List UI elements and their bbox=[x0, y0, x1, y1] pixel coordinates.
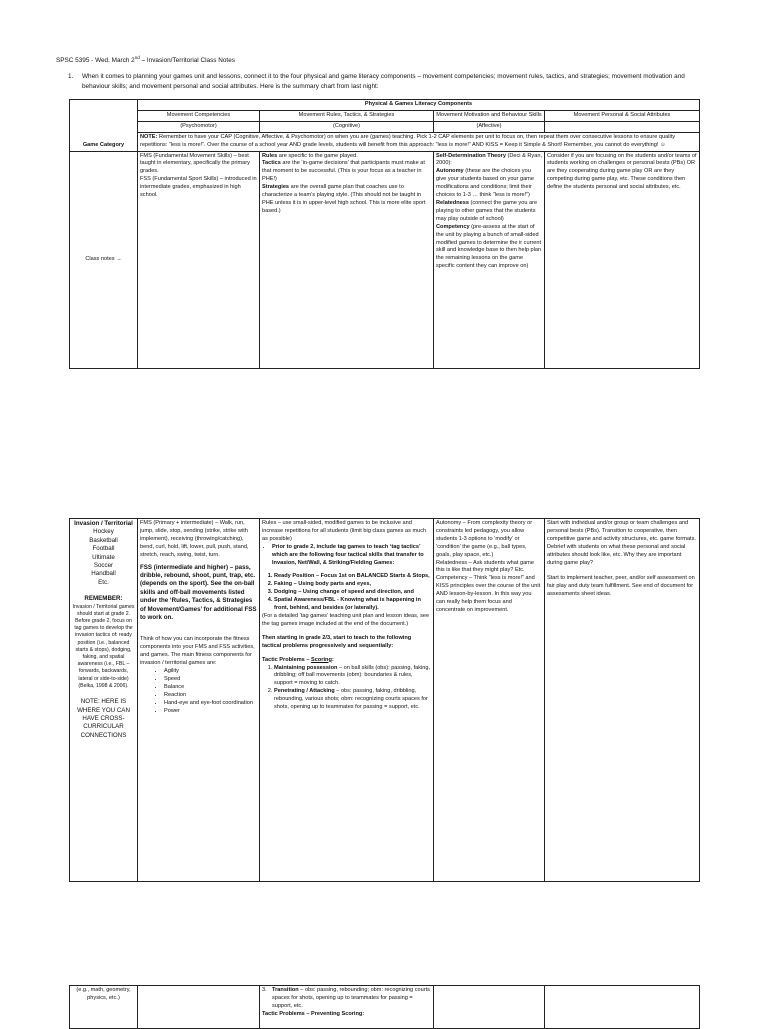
personal-notes: Consider if you are focusing on the students and/or teams of students working on challenges or personal bests (PBs) OR are they cooperating during game play OR are they competing during game play, etc. These conditions then define the students personal and social attributes, etc. bbox=[545, 151, 700, 368]
sub-empty bbox=[545, 121, 700, 132]
cap-note: NOTE: Remember to have your CAP (Cognitive, Affective, & Psychomotor) on when you are (games) teaching. Pick 1-2 CAP elements per unit to focus on, then repeat them over consecutive lessons to ensure quality repetitions: “less is more!”. Over the course of a school year AND grade levels, students will benefit from this approach: “less is more!” AND KISS = Keep it Simple & Short! Remember, you cannot do everything! ☺ bbox=[138, 132, 700, 151]
invasion-row bbox=[70, 519, 700, 882]
col-competencies: Movement Competencies bbox=[138, 110, 260, 121]
cross-curricular-examples: (e.g., math, geometry, physics, etc.) bbox=[70, 986, 138, 1029]
summary-table bbox=[69, 99, 700, 369]
sub-psychomotor: (Psychomotor) bbox=[138, 121, 260, 132]
invasion-competencies: FMS (Primary + intermediate) – Walk, run, jump, slide, stop, sending (strike, strike with implement), receiving (throwing/catching), bend, curl, hold, lift, lower, pull, push, stand, stretch, reach, swing, twist, turn. FSS (intermediate and higher) – pass, dribble, rebound, shoot, punt, trap, etc. (depends on the sport). See the on-ball skills and off-ball movements listed under the ‘Rules, Tactics, & Strategies of Movement/Games’ for additional FSS to work on. Think of how you can incorporate the fitness components into your FMS and FSS activities, and games. The main fitness components for invasion / territorial games are: • Agility • Speed • Balance • Reaction • Hand-eye and eye-foot coordination • Power bbox=[138, 519, 260, 882]
invasion-rules: Rules – use small-sided, modified games to be inclusive and increase repetitions for all students (limit big class games as much as possible) • Prior to grade 2, include tag games to teach ‘tag tactics’ which are the following four tactical skills that transfer to Invasion, Net/Wall, & Striking/Fielding Games: 1. Ready Position – Focus 1st on BALANCED Starts & Stops, 2. Faking – Using body parts and eyes, 3. Dodging – Using change of speed and direction, and 4. Spatial Awareness/FBL - Knowing what is happening in front, behind, and besides (or laterally). (For a detailed ‘tag games’ teaching unit plan and lesson ideas, see the tag games image included at the end of the document.) Then starting in grade 2/3, start to teach to the following tactical problems progressively and sequentially: Tactic Problems – Scoring: 1. Maintaining possession – on ball skills (obs): passing, faking, dribbling; off ball movements (obm): boundaries & rules, support = moving to catch. 2. Penetrating / Attacking – obs: passing, faking, dribbling, rebounding, various shots; obm: recognizing courts spaces for shots, opening up to teammates for passing = support, etc. bbox=[260, 519, 434, 882]
summary-title-row bbox=[70, 100, 700, 111]
scoring-list: 1. Maintaining possession – on ball skills (obs): passing, faking, dribbling; off ball movements (obm): boundaries & rules, support = moving to catch. 2. Penetrating / Attacking – obs: passing, faking, dribbling, rebounding, various shots; obm: recognizing courts spaces for shots, opening up to teammates for passing = support, etc. bbox=[262, 665, 431, 712]
intro-paragraph: 1. When it comes to planning your games unit and lessons, connect it to the four physical and game literacy components – movement competencies; movement rules, tactics, and strategies; movement motivation and behaviour skills; and movement personal and social attributes. Here is the summary chart from last night: bbox=[68, 73, 685, 90]
invasion-motivation: Autonomy – From complexity theory or constraints led pedagogy, you allow students 1-3 options to ‘modify’ or ‘condition’ the game (e.g., ball types, goals, play space, etc.) Relatedness – Ask students what game this is like that they might play? Etc. Competency – Think “less is more!” and KISS principles over the course of the unit AND lesson-by-lesson. In this way you can really help them focus and concentrate on improvement. bbox=[434, 519, 545, 882]
col-rules: Movement Rules, Tactics, & Strategies bbox=[260, 110, 434, 121]
continuation-table bbox=[69, 985, 700, 1029]
sub-cognitive: (Cognitive) bbox=[260, 121, 434, 132]
document-header: SPSC 5395 - Wed. March 2nd – Invasion/Territorial Class Notes bbox=[56, 55, 235, 65]
fitness-list: • Agility • Speed • Balance • Reaction • Hand-eye and eye-foot coordination • Power bbox=[140, 668, 257, 715]
sub-affective: (Affective) bbox=[434, 121, 545, 132]
col-motivation: Movement Motivation and Behaviour Skills bbox=[434, 110, 545, 121]
transition-notes: 3. Transition – obs: passing, rebounding; obm: recognizing courts spaces for shots, opening up to teammates for passing = support, etc. Tactic Problems – Preventing Scoring: bbox=[260, 986, 434, 1029]
invasion-category: Invasion / Territorial Hockey Basketball Football Ultimate Soccer Handball Etc. REMEMBER: Invasion / Territorial games should start at grade 2. Before grade 2, focus on tag games to develop the invasion tactics of: ready position (i.e., balanced starts & stops), dodging, faking, and spatial awareness (i.e., FBL – forwards, backwards, lateral or side-to-side) (Belka, 1998 & 2006). NOTE: HERE IS WHERE YOU CAN HAVE CROSS-CURRICULAR CONNECTIONS bbox=[70, 519, 138, 882]
column-labels-row bbox=[70, 110, 700, 121]
invasion-table bbox=[69, 518, 700, 882]
class-notes-label: Class notes → bbox=[70, 151, 138, 368]
invasion-personal: Start with individual and/or group or team challenges and personal bests (PBs). Transition to cooperative, then competitive game and activity structures, etc. game formats. Debrief with students on what these personal and social attributes should look like, etc. Why they are important during game play? Start to implement teacher, peer, and/or self assessment on fair play and duty team fulfillment. See end of document for assessments sheet ideas. bbox=[545, 519, 700, 882]
class-notes-row bbox=[70, 151, 700, 368]
sport-list: Hockey Basketball Football Ultimate Soccer Handball Etc. bbox=[89, 528, 118, 586]
note-row bbox=[70, 132, 700, 151]
components-title: Physical & Games Literacy Components bbox=[138, 100, 700, 111]
rules-notes: Rules are specific to the game played. Tactics are the ‘in-game decisions’ that participants must make at that moment to be successful. (This is your focus as a teacher in PHE!) Strategies are the overall game plan that coaches use to characterize a team’s playing style. (This should not be taught in PHE unless it is in upper-level high school. This is more elite sport based.) bbox=[260, 151, 434, 368]
continuation-row bbox=[70, 986, 700, 1029]
competencies-notes: FMS (Fundamental Movement Skills) – best taught in elementary, specifically the primary grades. FSS (Fundamental Sport Skills) – introduced in intermediate grades, emphasized in high school. bbox=[138, 151, 260, 368]
game-category-header: Game Category bbox=[70, 100, 138, 152]
tag-tactics-list: 1. Ready Position – Focus 1st on BALANCED Starts & Stops, 2. Faking – Using body parts and eyes, 3. Dodging – Using change of speed and direction, and 4. Spatial Awareness/FBL - Knowing what is happening in front, behind, and besides (or laterally). bbox=[262, 573, 431, 613]
col-personal: Movement Personal & Social Attributes bbox=[545, 110, 700, 121]
motivation-notes: Self-Determination Theory (Deci & Ryan, 2000): Autonomy (these are the choices you give your students based on your game modifications and conditions; limit their choices to 1-3 … think “less is more!”) Relatedness (connect the game you are playing to other games that the students may play outside of school) Competency (pre-assess at the start of the unit by playing a bunch of small-sided modified games to determine the ir current skill and knowledge base to then help plan the remaining lessons on the game specific content they can improve on) bbox=[434, 151, 545, 368]
column-sub-row bbox=[70, 121, 700, 132]
